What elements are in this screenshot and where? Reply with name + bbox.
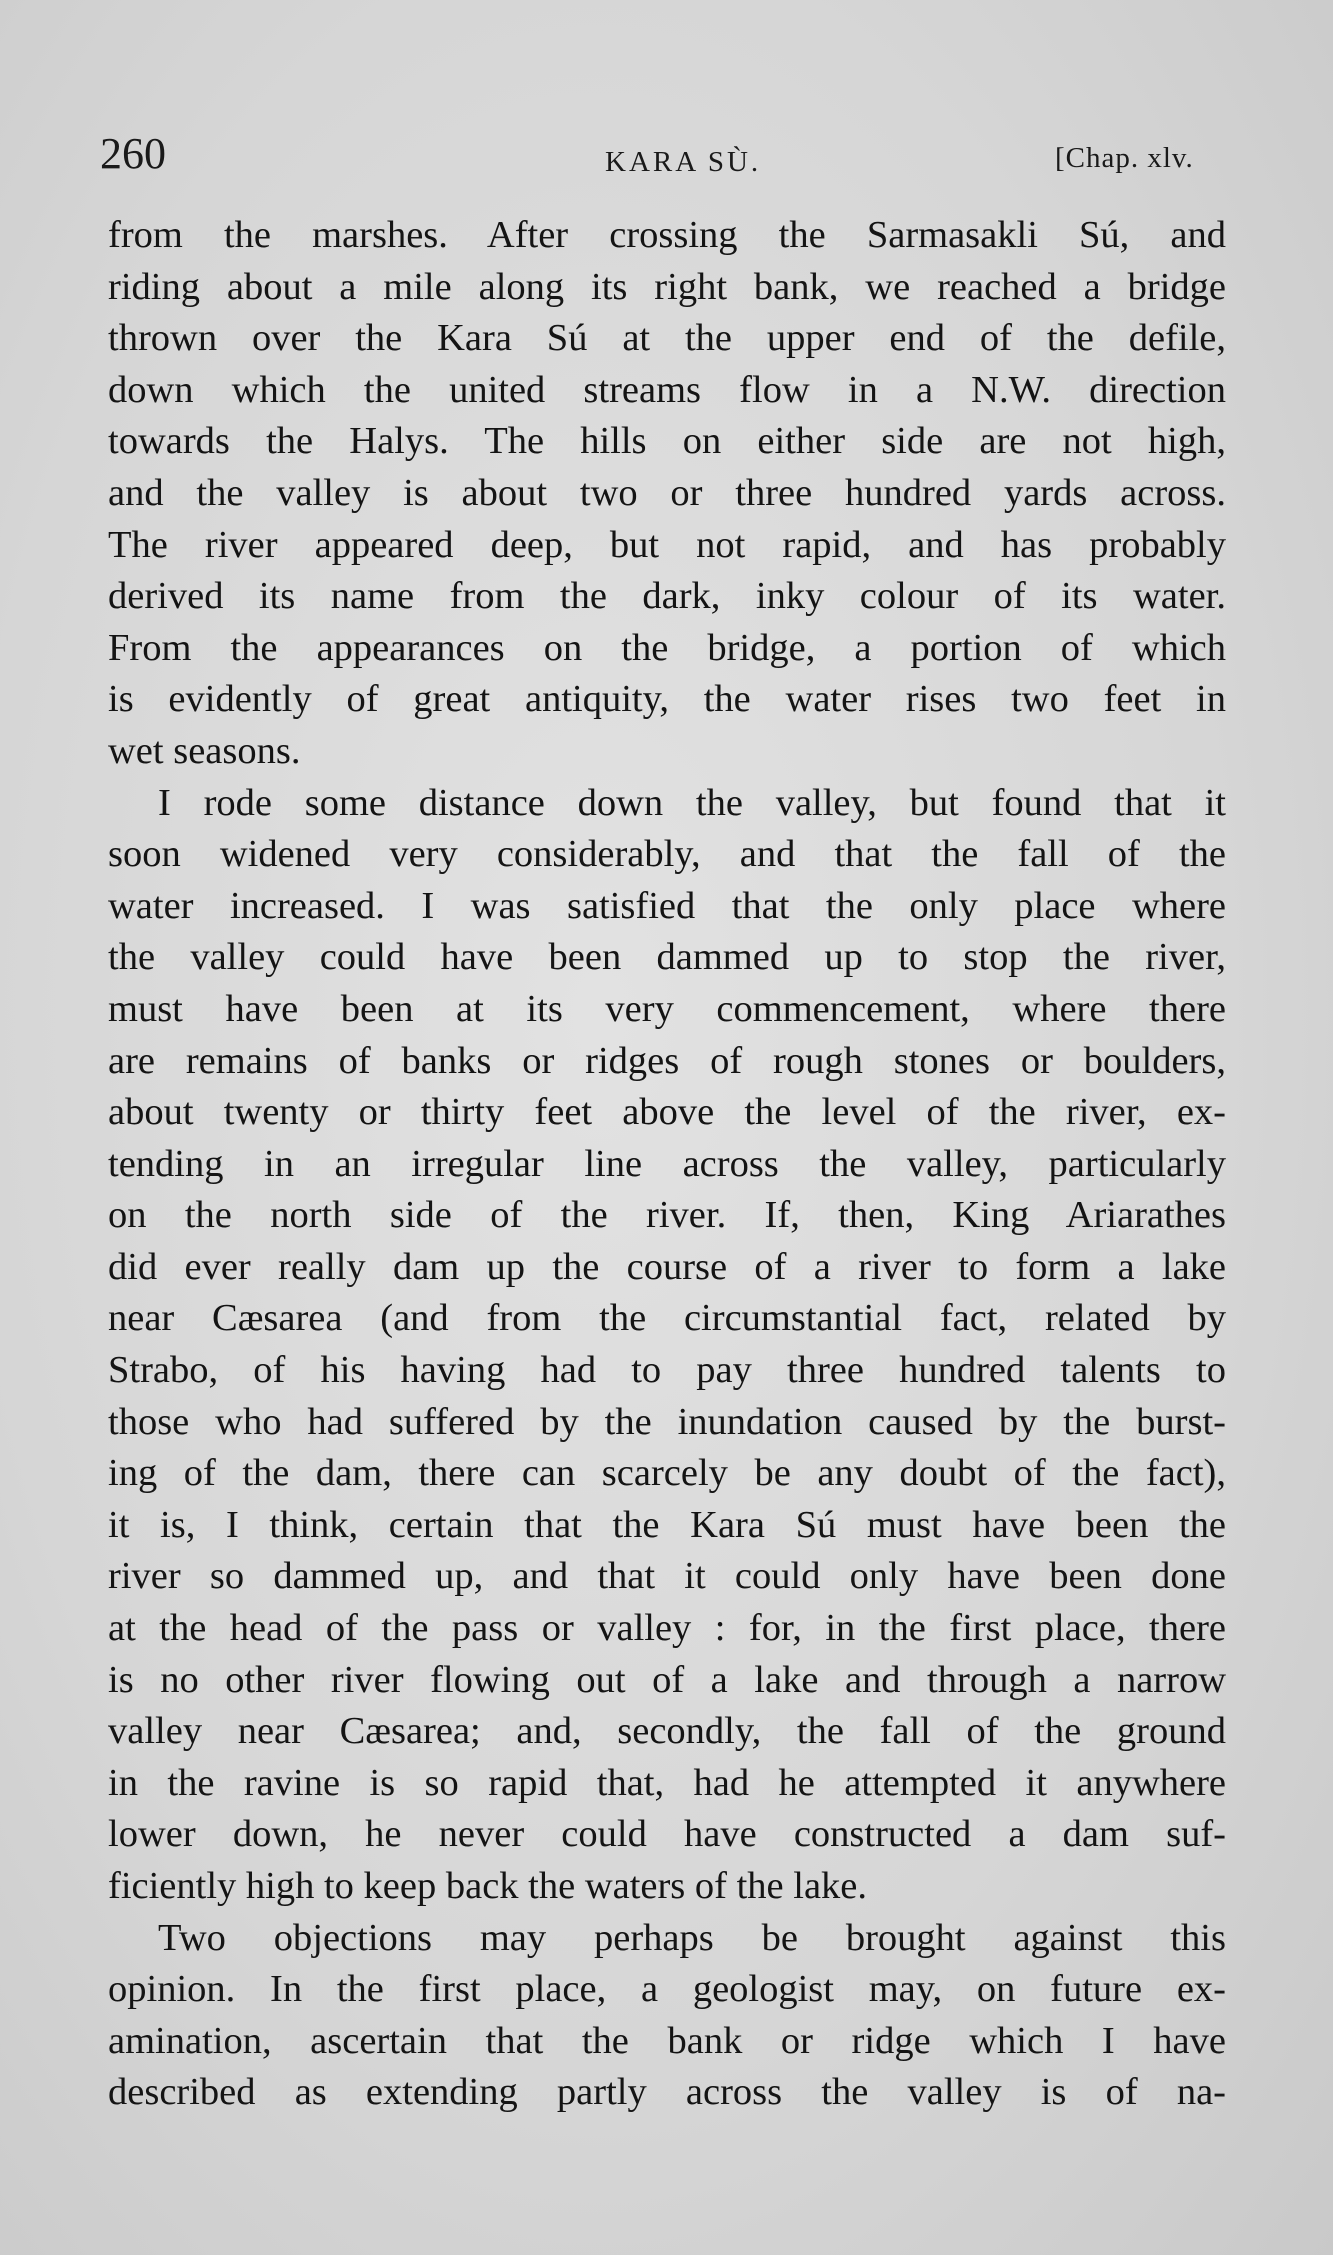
- text-line: Strabo, of his having had to pay three hundred talents to: [108, 1349, 1226, 1392]
- text-line: are remains of banks or ridges of rough stones or boulders,: [108, 1039, 1226, 1082]
- text-line: The river appeared deep, but not rapid, and has probably: [108, 523, 1226, 566]
- paragraph-end-line: ficiently high to keep back the waters of the lake.: [108, 1865, 868, 1907]
- text-line: amination, ascertain that the bank or ridge which I have: [108, 2019, 1226, 2062]
- chapter-reference: [Chap. xlv.: [1055, 142, 1194, 174]
- text-line: is evidently of great antiquity, the water rises two feet in: [108, 678, 1226, 721]
- paragraph-start-line: Two objections may perhaps be brought against this: [158, 1916, 1226, 1959]
- text-line: soon widened very considerably, and that the fall of the: [108, 833, 1226, 876]
- page-header: [0, 120, 1333, 180]
- text-line: at the head of the pass or valley : for, in the first place, there: [108, 1607, 1226, 1650]
- text-line: described as extending partly across the valley is of na-: [108, 2071, 1226, 2114]
- text-line: towards the Halys. The hills on either side are not high,: [108, 420, 1226, 463]
- text-line: must have been at its very commencement, where there: [108, 987, 1226, 1030]
- text-line: on the north side of the river. If, then, King Ariarathes: [108, 1194, 1226, 1237]
- running-head: KARA SÙ.: [605, 146, 762, 178]
- text-line: derived its name from the dark, inky colour of its water.: [108, 575, 1226, 618]
- text-line: water increased. I was satisfied that the only place where: [108, 884, 1226, 927]
- text-line: the valley could have been dammed up to stop the river,: [108, 936, 1226, 979]
- text-line: near Cæsarea (and from the circumstantial fact, related by: [108, 1297, 1226, 1340]
- text-line: river so dammed up, and that it could only have been done: [108, 1555, 1226, 1598]
- text-line: those who had suffered by the inundation caused by the burst-: [108, 1400, 1226, 1443]
- text-line: about twenty or thirty feet above the level of the river, ex-: [108, 1091, 1226, 1134]
- text-line: lower down, he never could have constructed a dam suf-: [108, 1813, 1226, 1856]
- paragraph-end-line: wet seasons.: [108, 729, 301, 772]
- text-line: and the valley is about two or three hundred yards across.: [108, 471, 1226, 514]
- text-line: it is, I think, certain that the Kara Sú must have been the: [108, 1503, 1226, 1546]
- body-text: [108, 210, 1226, 2119]
- page-number: 260: [100, 129, 166, 178]
- text-line: valley near Cæsarea; and, secondly, the fall of the ground: [108, 1710, 1226, 1753]
- text-line: down which the united streams flow in a N.W. direction: [108, 368, 1226, 411]
- text-line: opinion. In the first place, a geologist may, on future ex-: [108, 1968, 1226, 2011]
- text-line: riding about a mile along its right bank, we reached a bridge: [108, 265, 1226, 308]
- text-line: ing of the dam, there can scarcely be any doubt of the fact),: [108, 1452, 1226, 1495]
- text-line: is no other river flowing out of a lake and through a narrow: [108, 1658, 1226, 1701]
- text-line: in the ravine is so rapid that, had he attempted it anywhere: [108, 1761, 1226, 1804]
- text-line: From the appearances on the bridge, a portion of which: [108, 626, 1226, 669]
- text-line: did ever really dam up the course of a river to form a lake: [108, 1245, 1226, 1288]
- text-line: tending in an irregular line across the valley, particularly: [108, 1142, 1226, 1185]
- paragraph-start-line: I rode some distance down the valley, but found that it: [158, 781, 1226, 824]
- text-line: from the marshes. After crossing the Sarmasakli Sú, and: [108, 214, 1226, 256]
- text-line: thrown over the Kara Sú at the upper end of the defile,: [108, 317, 1226, 360]
